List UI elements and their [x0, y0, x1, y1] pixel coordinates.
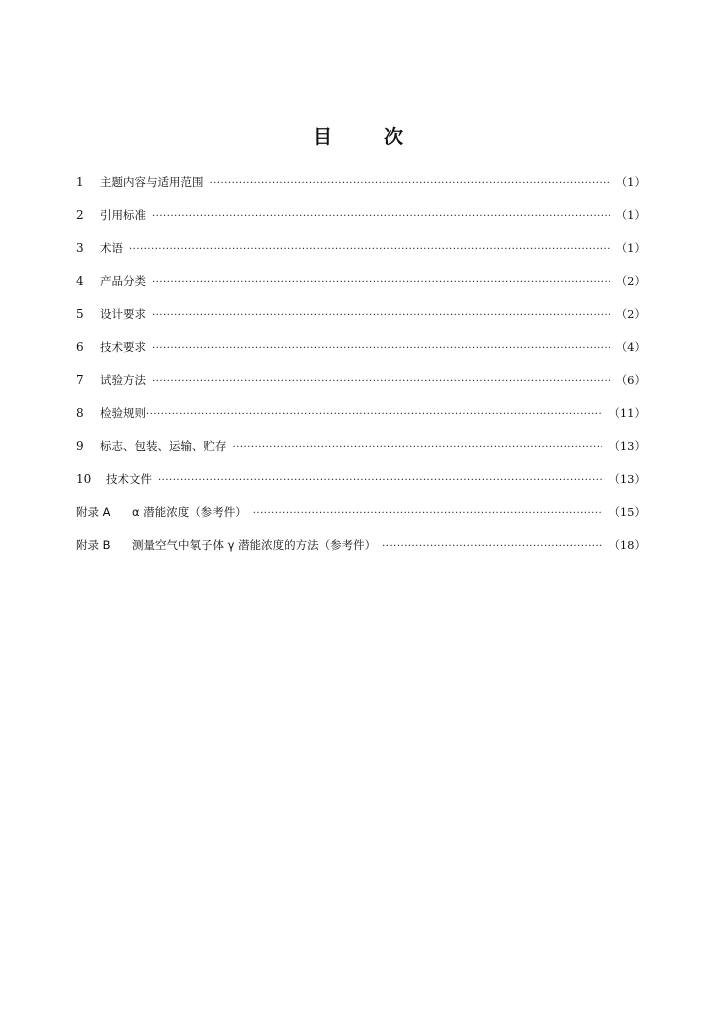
- toc-entry[interactable]: [76, 537, 646, 570]
- toc-entry-number: 5: [76, 307, 84, 321]
- toc-leader-dots: [152, 211, 610, 222]
- toc-entry[interactable]: [76, 504, 646, 537]
- toc-entry-label: 主题内容与适用范围: [100, 175, 204, 189]
- toc-entry-page: （1）: [615, 175, 646, 189]
- toc-entry-page: （1）: [615, 208, 646, 222]
- toc-leader-dots: [210, 178, 610, 189]
- toc-entry[interactable]: [76, 471, 646, 504]
- toc-entry[interactable]: [76, 207, 646, 240]
- toc-entry[interactable]: [76, 405, 646, 438]
- toc-entry-label: 标志、包装、运输、贮存: [100, 439, 227, 453]
- toc-entry-number: 4: [76, 274, 84, 288]
- toc-entry-label: 设计要求: [100, 307, 146, 321]
- toc-leader-dots: [152, 343, 610, 354]
- toc-entry[interactable]: [76, 372, 646, 405]
- toc-entry-label: α 潜能浓度（参考件）: [132, 505, 247, 519]
- toc-entry-page: （13）: [608, 439, 646, 453]
- toc-entry-number: 8: [76, 406, 84, 420]
- toc-entry-label: 技术要求: [100, 340, 146, 354]
- toc-leader-dots: [152, 277, 610, 288]
- toc-leader-dots: [253, 508, 603, 519]
- toc-list: [76, 174, 646, 570]
- toc-entry-label: 产品分类: [100, 274, 146, 288]
- toc-entry-page: （18）: [608, 538, 646, 552]
- toc-entry-label: 检验规则: [100, 406, 146, 420]
- toc-leader-dots: [146, 409, 602, 420]
- toc-entry[interactable]: [76, 273, 646, 306]
- toc-entry-label: 引用标准: [100, 208, 146, 222]
- toc-entry-number: 3: [76, 241, 84, 255]
- toc-entry-page: （6）: [615, 373, 646, 387]
- toc-leader-dots: [129, 244, 610, 255]
- toc-entry-page: （1）: [615, 241, 646, 255]
- toc-entry-number: 6: [76, 340, 84, 354]
- toc-entry-number: 2: [76, 208, 84, 222]
- toc-entry-label: 试验方法: [100, 373, 146, 387]
- toc-title: [0, 122, 716, 149]
- toc-entry-label: 技术文件: [106, 472, 152, 486]
- toc-appendix-number: 附录 A: [76, 505, 111, 519]
- toc-entry-label: 测量空气中氡子体 γ 潜能浓度的方法（参考件）: [132, 538, 377, 552]
- toc-entry-number: 7: [76, 373, 84, 387]
- toc-entry-page: （13）: [608, 472, 646, 486]
- toc-entry-number: 1: [76, 175, 84, 189]
- toc-title-part1: 目: [312, 126, 332, 148]
- toc-entry-number: 10: [76, 472, 92, 486]
- toc-entry-page: （4）: [615, 340, 646, 354]
- toc-entry[interactable]: [76, 174, 646, 207]
- toc-entry[interactable]: [76, 240, 646, 273]
- toc-entry[interactable]: [76, 339, 646, 372]
- toc-leader-dots: [233, 442, 603, 453]
- toc-title-part2: 次: [384, 126, 404, 148]
- toc-leader-dots: [152, 376, 610, 387]
- toc-entry-label: 术语: [100, 241, 123, 255]
- toc-entry[interactable]: [76, 306, 646, 339]
- toc-entry-page: （2）: [615, 307, 646, 321]
- toc-leader-dots: [158, 475, 602, 486]
- toc-appendix-number: 附录 B: [76, 538, 111, 552]
- toc-entry-page: （15）: [608, 505, 646, 519]
- toc-entry-number: 9: [76, 439, 84, 453]
- toc-leader-dots: [152, 310, 610, 321]
- toc-entry-page: （11）: [608, 406, 646, 420]
- toc-entry[interactable]: [76, 438, 646, 471]
- toc-leader-dots: [382, 541, 602, 552]
- toc-entry-page: （2）: [615, 274, 646, 288]
